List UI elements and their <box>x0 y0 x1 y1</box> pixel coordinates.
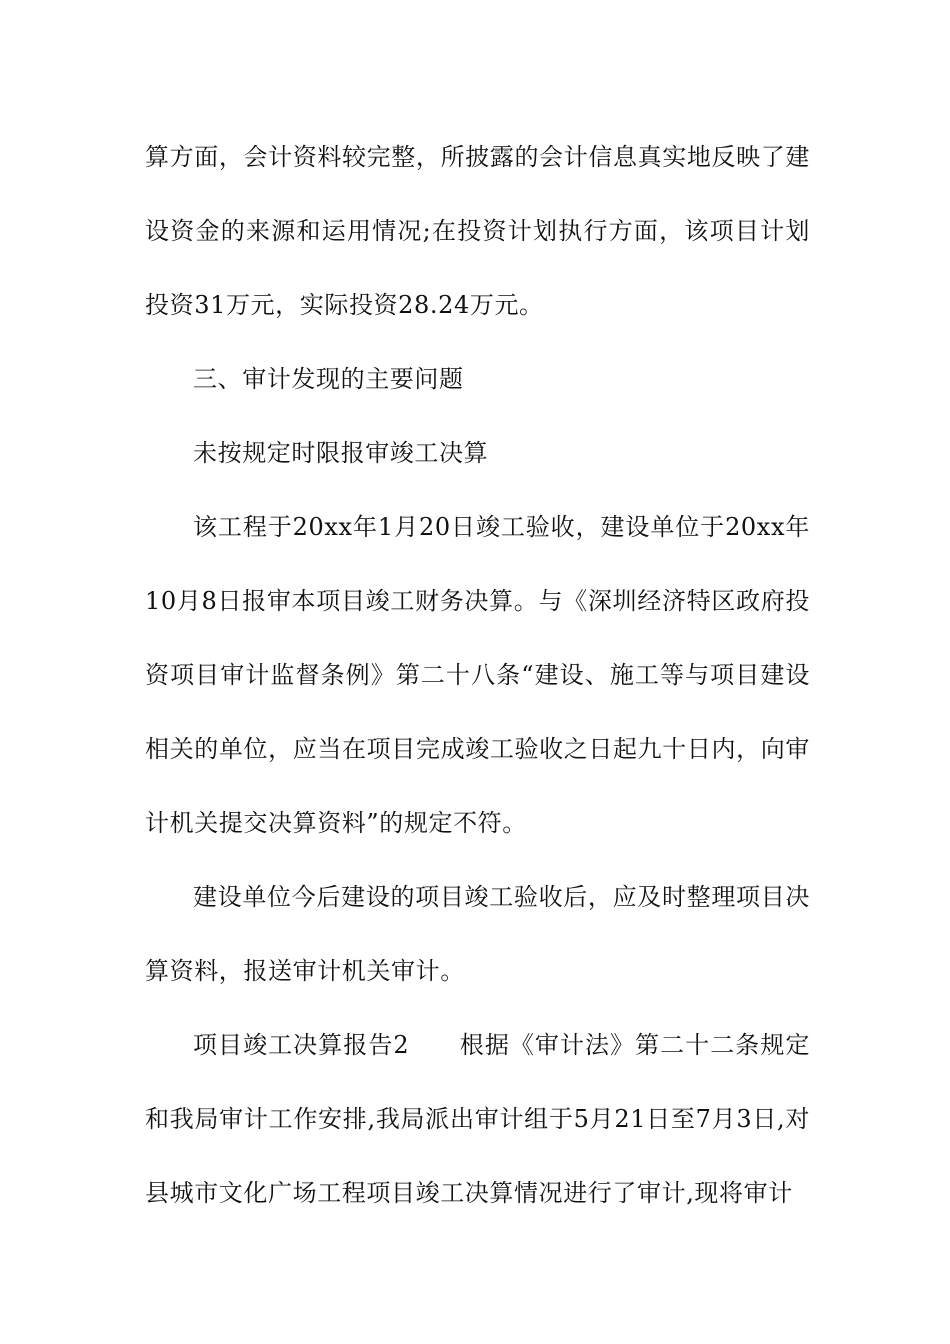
paragraph-investment-summary: 算方面，会计资料较完整，所披露的会计信息真实地反映了建设资金的来源和运用情况;在投资计划执行方面，该项目计划投资31万元，实际投资28.24万元。 <box>145 143 810 319</box>
subheading-late-submission: 未按规定时限报审竣工决算 <box>193 439 489 467</box>
document-body <box>145 120 810 1230</box>
paragraph-recommendation: 建设单位今后建设的项目竣工验收后，应及时整理项目决算资料，报送审计机关审计。 <box>145 883 810 985</box>
paragraph-report-2-intro: 项目竣工决算报告2 根据《审计法》第二十二条规定和我局审计工作安排,我局派出审计组于5月21日至7月3日,对县城市文化广场工程项目竣工决算情况进行了审计,现将审计 <box>145 1031 810 1207</box>
paragraph-late-submission-detail: 该工程于20xx年1月20日竣工验收，建设单位于20xx年10月8日报审本项目竣工财务决算。与《深圳经济特区政府投资项目审计监督条例》第二十八条“建设、施工等与项目建设相关的单位，应当在项目完成竣工验收之日起九十日内，向审计机关提交决算资料”的规定不符。 <box>145 513 810 837</box>
section-heading-main-issues: 三、审计发现的主要问题 <box>193 365 464 393</box>
